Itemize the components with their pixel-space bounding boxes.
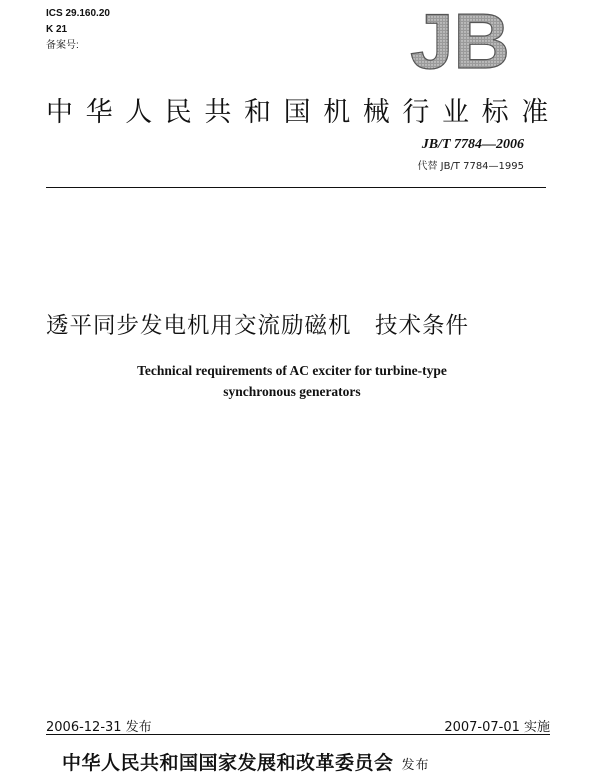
- filing-number-label: 备案号:: [46, 40, 79, 51]
- ccs-code: K 21: [46, 24, 68, 35]
- footer-divider: [46, 734, 550, 735]
- header-divider: [46, 187, 546, 188]
- svg-text:JB: JB: [410, 4, 510, 74]
- english-title-line-1: Technical requirements of AC exciter for turbine-type: [137, 363, 447, 378]
- document-title-chinese: 透平同步发电机用交流励磁机 技术条件: [46, 313, 470, 339]
- issuing-authority: [62, 748, 430, 775]
- ics-code: ICS 29.160.20: [46, 8, 110, 19]
- standard-number: [422, 137, 524, 153]
- implementation-date: 2007-07-01 实施: [444, 720, 550, 735]
- issue-date: 2006-12-31 发布: [46, 720, 152, 735]
- issuer-organization: 中华人民共和国国家发展和改革委员会: [62, 752, 394, 774]
- jb-logo: [404, 4, 516, 74]
- industry-standard-title: 中华人民共和国机械行业标准: [46, 97, 561, 128]
- replaces-standard: 代替 JB/T 7784—1995: [417, 161, 524, 172]
- issuer-action: 发布: [401, 758, 430, 773]
- document-title-english: [0, 360, 600, 402]
- english-title-line-2: synchronous generators: [223, 384, 361, 399]
- standard-code: JB/T 7784—2006: [421, 137, 524, 152]
